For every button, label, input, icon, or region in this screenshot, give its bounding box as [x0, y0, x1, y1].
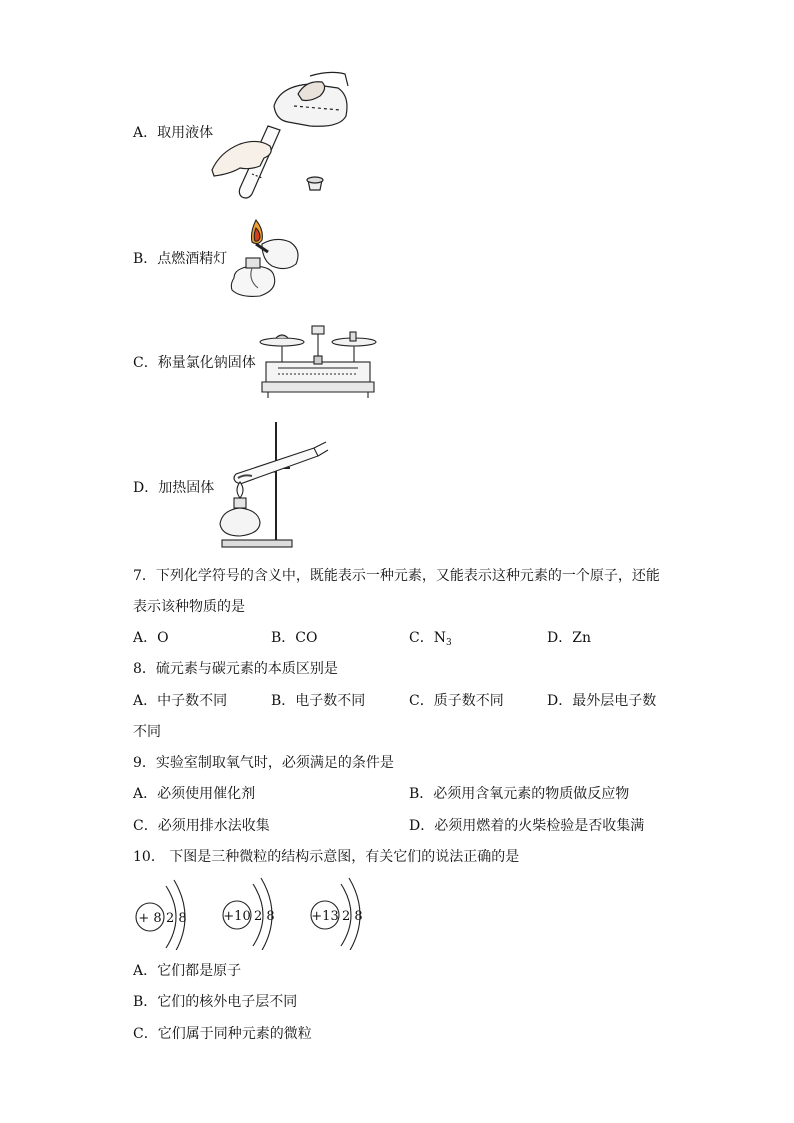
q9-stem: 9．实验室制取氧气时，必须满足的条件是 [133, 755, 394, 771]
q8-option-b: B．电子数不同 [271, 693, 366, 709]
q6-option-a: A．取用液体 [133, 125, 214, 141]
atomic-structure-diagrams [130, 876, 380, 950]
q7-stem-line1: 7．下列化学符号的含义中，既能表示一种元素，又能表示这种元素的一个原子，还能 [133, 568, 660, 584]
q8-option-d-continued: 不同 [133, 724, 161, 740]
q8-stem: 8．硫元素与碳元素的本质区别是 [133, 661, 338, 677]
q10-stem: 10． 下图是三种微粒的结构示意图，有关它们的说法正确的是 [133, 849, 520, 865]
q10-option-b: B．它们的核外电子层不同 [133, 994, 298, 1010]
shell-electrons-2: 2 8 [254, 909, 275, 924]
q10-option-c: C．它们属于同种元素的微粒 [133, 1026, 312, 1042]
q7-stem-line2: 表示该种物质的是 [133, 599, 245, 615]
q7-option-a: A．O [133, 630, 169, 646]
nucleus-label-2: +10 [223, 909, 251, 924]
q9-option-b: B．必须用含氧元素的物质做反应物 [409, 786, 630, 802]
q8-option-d: D．最外层电子数 [547, 693, 657, 709]
q6-option-b: B．点燃酒精灯 [133, 251, 228, 267]
q7-option-c-text: C．N [409, 630, 446, 646]
liquid-pouring-illustration [210, 66, 350, 202]
balance-scale-illustration [258, 322, 378, 402]
shell-electrons-3: 2 8 [342, 909, 363, 924]
nucleus-label-1: + 8 [138, 911, 162, 926]
shell-electrons-1: 2 8 [166, 911, 187, 926]
q7-option-c [409, 631, 452, 648]
q7-option-d: D．Zn [547, 630, 591, 646]
q6-option-c: C．称量氯化钠固体 [133, 355, 256, 371]
q9-option-c: C．必须用排水法收集 [133, 818, 270, 834]
q8-option-c: C．质子数不同 [409, 693, 504, 709]
q10-option-a: A．它们都是原子 [133, 963, 242, 979]
q7-option-c-subscript: 3 [445, 638, 452, 648]
alcohol-lamp-illustration [222, 214, 306, 304]
nucleus-label-3: +13 [311, 909, 339, 924]
q9-option-a: A．必须使用催化剂 [133, 786, 256, 802]
q6-option-d: D．加热固体 [133, 480, 215, 496]
heating-solid-illustration [214, 418, 334, 550]
q9-option-d: D．必须用燃着的火柴检验是否收集满 [409, 818, 645, 834]
q8-option-a: A．中子数不同 [133, 693, 228, 709]
q7-option-b: B．CO [271, 630, 318, 646]
